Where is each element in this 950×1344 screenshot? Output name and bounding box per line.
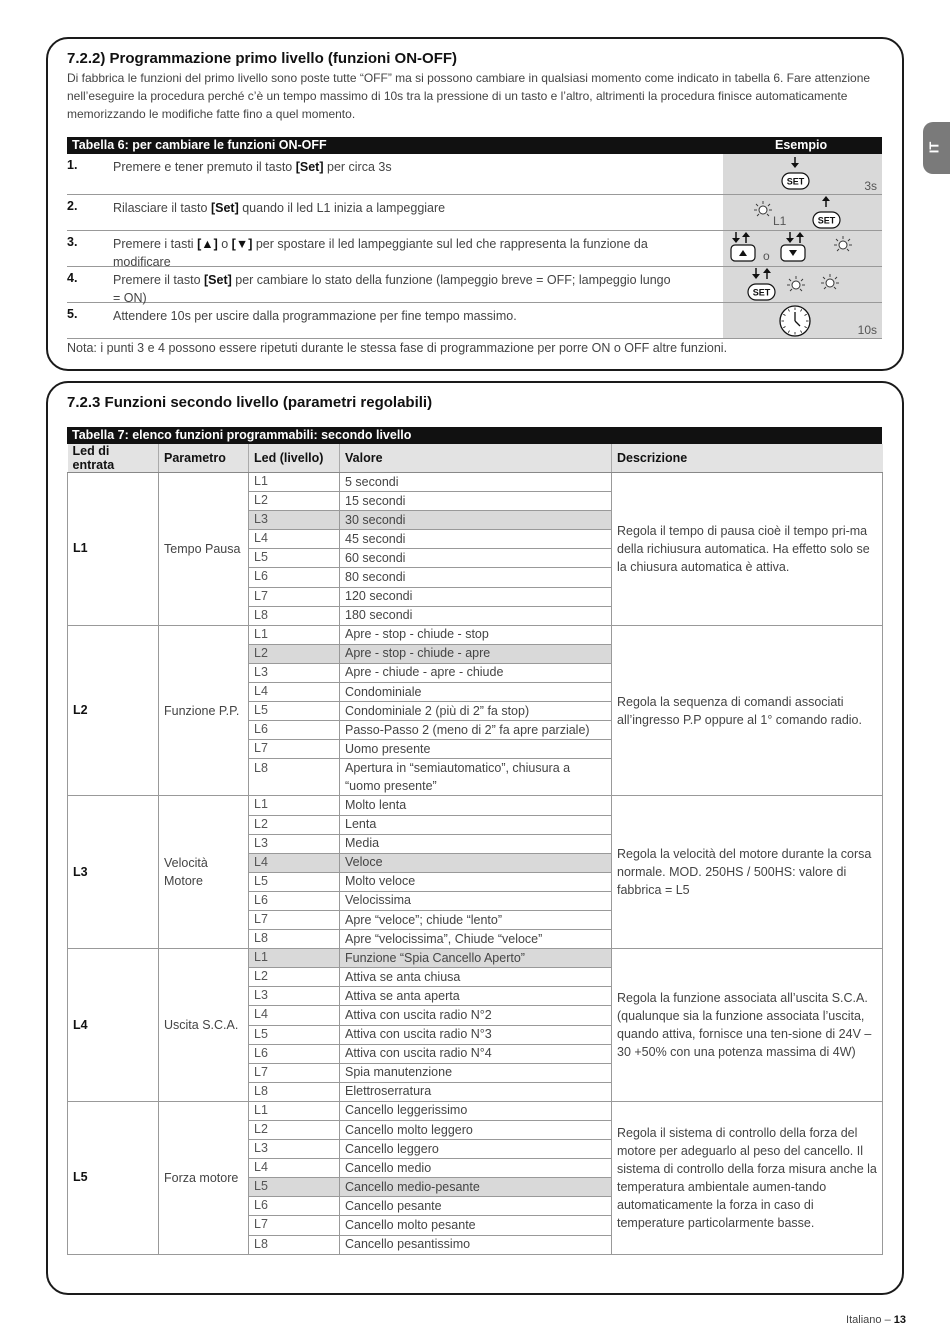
step-text-part: per cambiare lo stato della funzione (lampeggio breve = OFF; lampeggio lungo = ON) xyxy=(113,273,671,305)
release-arrow-icon xyxy=(742,232,750,243)
led-level-cell: L6 xyxy=(249,721,340,740)
parametro-cell: Velocità Motore xyxy=(159,796,249,949)
blinking-led-icon xyxy=(787,276,805,291)
example-step-3 xyxy=(723,231,882,266)
table-6-example-header: Esempio xyxy=(775,138,828,152)
release-arrow-icon xyxy=(822,196,830,207)
svg-text:SET: SET xyxy=(786,176,805,187)
led-entrata-cell: L2 xyxy=(68,625,159,796)
example-step-4 xyxy=(723,267,882,302)
led-level-cell: L3 xyxy=(249,1140,340,1159)
table-6-note: Nota: i punti 3 e 4 possono essere ripetuti durante le stessa fase di programmazione per porre ON o OFF altre funzioni. xyxy=(67,341,728,355)
led-level-cell: L4 xyxy=(249,530,340,549)
valore-cell: Apre - stop - chiude - stop xyxy=(340,625,612,644)
step-text-part: o xyxy=(217,237,232,251)
led-label: L1 xyxy=(773,214,787,228)
example-cell xyxy=(723,303,882,338)
led-level-cell: L4 xyxy=(249,853,340,872)
press-arrow-icon xyxy=(732,232,740,243)
valore-cell: Veloce xyxy=(340,853,612,872)
led-level-cell: L3 xyxy=(249,987,340,1006)
example-cell xyxy=(723,195,882,230)
led-level-cell: L6 xyxy=(249,568,340,587)
valore-cell: 180 secondi xyxy=(340,606,612,625)
valore-cell: Apre - chiude - apre - chiude xyxy=(340,663,612,682)
led-level-cell: L8 xyxy=(249,606,340,625)
step-text xyxy=(113,158,673,176)
led-entrata-cell: L4 xyxy=(68,949,159,1102)
step-key-label: [Set] xyxy=(204,273,232,287)
blinking-led-icon xyxy=(754,201,772,216)
header-led-livello: Led (livello) xyxy=(249,444,340,473)
led-level-cell: L8 xyxy=(249,1235,340,1254)
parametro-cell: Forza motore xyxy=(159,1101,249,1254)
valore-cell: Molto lenta xyxy=(340,796,612,815)
table-7 xyxy=(67,444,883,1255)
valore-cell: Attiva se anta aperta xyxy=(340,987,612,1006)
led-level-cell: L1 xyxy=(249,1101,340,1120)
header-valore: Valore xyxy=(340,444,612,473)
valore-cell: Molto veloce xyxy=(340,872,612,891)
led-level-cell: L3 xyxy=(249,834,340,853)
table-row xyxy=(68,1101,883,1120)
step-text xyxy=(113,199,673,217)
led-entrata-cell: L1 xyxy=(68,473,159,626)
table-6-row xyxy=(67,303,882,339)
valore-cell: 45 secondi xyxy=(340,530,612,549)
led-level-cell: L7 xyxy=(249,1063,340,1082)
led-level-cell: L1 xyxy=(249,796,340,815)
example-cell xyxy=(723,267,882,302)
section-intro: Di fabbrica le funzioni del primo livello sono poste tutte “OFF” ma si possono cambiare in qualsiasi momento come indicato in tabella 6. Fare attenzione nell’eseguire la procedura perché c’è un tempo massimo di 10s tra la pressione di un tasto e l’altro, altrimenti la procedura finisce automaticamente memorizzando le modifiche fatte fino a quel momento. xyxy=(67,71,871,121)
led-level-cell: L6 xyxy=(249,891,340,910)
release-arrow-icon xyxy=(763,268,771,279)
parametro-cell: Funzione P.P. xyxy=(159,625,249,796)
valore-cell: Attiva con uscita radio N°4 xyxy=(340,1044,612,1063)
blinking-led-icon xyxy=(834,236,852,251)
valore-cell: 30 secondi xyxy=(340,511,612,530)
section-title-level-2: 7.2.3 Funzioni secondo livello (parametri regolabili) xyxy=(67,394,433,411)
set-button-icon xyxy=(782,173,809,189)
descrizione-cell: Regola la sequenza di comandi associati all’ingresso P.P oppure al 1° comando radio. xyxy=(612,625,883,796)
valore-cell: 5 secondi xyxy=(340,473,612,492)
table-row xyxy=(68,625,883,644)
valore-cell: Lenta xyxy=(340,815,612,834)
led-level-cell: L7 xyxy=(249,910,340,929)
timer-icon xyxy=(780,306,810,336)
led-level-cell: L5 xyxy=(249,1178,340,1197)
led-level-cell: L1 xyxy=(249,473,340,492)
duration-label: 10s xyxy=(857,323,877,337)
valore-cell: Cancello leggero xyxy=(340,1140,612,1159)
valore-cell: Attiva se anta chiusa xyxy=(340,968,612,987)
table-7-title-text: Tabella 7: elenco funzioni programmabili: secondo livello xyxy=(72,428,412,442)
led-level-cell: L4 xyxy=(249,1006,340,1025)
step-key-label: [Set] xyxy=(295,160,324,174)
led-level-cell: L7 xyxy=(249,587,340,606)
table-6-title-text: Tabella 6: per cambiare le funzioni ON-OFF xyxy=(72,138,327,152)
valore-cell: Apertura in “semiautomatico”, chiusura a “uomo presente” xyxy=(340,759,612,796)
up-button-icon xyxy=(731,245,755,261)
valore-cell: Cancello molto leggero xyxy=(340,1121,612,1140)
valore-cell: 60 secondi xyxy=(340,549,612,568)
led-level-cell: L8 xyxy=(249,1082,340,1101)
led-entrata-cell: L5 xyxy=(68,1101,159,1254)
example-cell xyxy=(723,231,882,266)
led-level-cell: L8 xyxy=(249,930,340,949)
table-6-row xyxy=(67,154,882,195)
led-level-cell: L7 xyxy=(249,1216,340,1235)
valore-cell: 15 secondi xyxy=(340,492,612,511)
set-button-icon xyxy=(813,212,840,228)
step-number: 4. xyxy=(67,271,78,285)
valore-cell: Velocissima xyxy=(340,891,612,910)
step-text-part: per circa 3s xyxy=(323,160,392,174)
parametro-cell: Tempo Pausa xyxy=(159,473,249,626)
header-parametro: Parametro xyxy=(159,444,249,473)
valore-cell: Apre “velocissima”, Chiude “veloce” xyxy=(340,930,612,949)
step-text-part: per spostare il led lampeggiante sul led che rappresenta la funzione da modificare xyxy=(113,237,648,269)
valore-cell: Uomo presente xyxy=(340,740,612,759)
example-step-5 xyxy=(723,303,882,338)
table-6-title xyxy=(67,137,882,154)
step-text xyxy=(113,271,673,307)
valore-cell: Cancello pesante xyxy=(340,1197,612,1216)
section-title-level-1: 7.2.2) Programmazione primo livello (funzioni ON-OFF) xyxy=(67,50,458,67)
descrizione-cell: Regola il sistema di controllo della forza del motore per adeguarlo al peso del cancello. Il sistema di controllo della forza misura anche la temperatura ambientale aumen-tando automaticamente la forza in caso di temperature particolarmente basse. xyxy=(612,1101,883,1254)
or-label: o xyxy=(763,249,770,263)
led-level-cell: L5 xyxy=(249,872,340,891)
led-level-cell: L7 xyxy=(249,740,340,759)
language-tab-label: IT xyxy=(926,141,942,154)
table-6-row xyxy=(67,267,882,303)
led-level-cell: L5 xyxy=(249,549,340,568)
valore-cell: Apre - stop - chiude - apre xyxy=(340,644,612,663)
led-level-cell: L2 xyxy=(249,815,340,834)
step-number: 1. xyxy=(67,158,78,172)
led-level-cell: L4 xyxy=(249,1159,340,1178)
valore-cell: Elettroserratura xyxy=(340,1082,612,1101)
led-level-cell: L3 xyxy=(249,663,340,682)
valore-cell: Cancello medio-pesante xyxy=(340,1178,612,1197)
step-number: 5. xyxy=(67,307,78,321)
release-arrow-icon xyxy=(796,232,804,243)
led-level-cell: L1 xyxy=(249,625,340,644)
led-level-cell: L4 xyxy=(249,683,340,702)
led-level-cell: L2 xyxy=(249,644,340,663)
svg-text:SET: SET xyxy=(817,215,836,226)
valore-cell: Spia manutenzione xyxy=(340,1063,612,1082)
descrizione-cell: Regola la velocità del motore durante la corsa normale. MOD. 250HS / 500HS: valore di fabbrica = L5 xyxy=(612,796,883,949)
step-number: 2. xyxy=(67,199,78,213)
led-level-cell: L2 xyxy=(249,492,340,511)
step-key-label: [Set] xyxy=(210,201,239,215)
table-row xyxy=(68,796,883,815)
led-entrata-cell: L3 xyxy=(68,796,159,949)
step-text-part: quando il led L1 inizia a lampeggiare xyxy=(238,201,446,215)
step-key-label: [▼] xyxy=(231,237,253,251)
descrizione-cell: Regola la funzione associata all’uscita S.C.A. (qualunque sia la funzione associata l’uscita, quando attiva, fornisce una ten-sione di 24V –30 +50% con una potenza massima di 4W) xyxy=(612,949,883,1102)
down-button-icon xyxy=(781,245,805,261)
example-step-1 xyxy=(723,154,882,194)
valore-cell: Cancello leggerissimo xyxy=(340,1101,612,1120)
table-6-row xyxy=(67,231,882,267)
language-tab xyxy=(923,122,950,174)
valore-cell: Attiva con uscita radio N°2 xyxy=(340,1006,612,1025)
valore-cell: Cancello pesantissimo xyxy=(340,1235,612,1254)
valore-cell: Cancello medio xyxy=(340,1159,612,1178)
press-arrow-icon xyxy=(752,268,760,279)
header-led-entrata: Led di entrata xyxy=(68,444,159,473)
step-number: 3. xyxy=(67,235,78,249)
svg-text:SET: SET xyxy=(752,287,771,298)
step-text-part: Premere e tener premuto il tasto xyxy=(113,160,296,174)
valore-cell: Condominiale 2 (più di 2” fa stop) xyxy=(340,702,612,721)
table-7-title xyxy=(67,427,882,444)
table-row xyxy=(68,949,883,968)
led-level-cell: L6 xyxy=(249,1197,340,1216)
page-number: 13 xyxy=(893,1314,906,1326)
step-text-part: Rilasciare il tasto xyxy=(113,201,211,215)
page-footer xyxy=(846,1314,906,1326)
led-level-cell: L6 xyxy=(249,1044,340,1063)
blinking-led-icon xyxy=(821,274,839,289)
press-arrow-icon xyxy=(791,157,799,168)
led-level-cell: L3 xyxy=(249,511,340,530)
valore-cell: 80 secondi xyxy=(340,568,612,587)
valore-cell: 120 secondi xyxy=(340,587,612,606)
parametro-cell: Uscita S.C.A. xyxy=(159,949,249,1102)
valore-cell: Attiva con uscita radio N°3 xyxy=(340,1025,612,1044)
descrizione-cell: Regola il tempo di pausa cioè il tempo pri-ma della richiusura automatica. Ha effetto solo se la chiusura automatica è attiva. xyxy=(612,473,883,626)
set-button-icon xyxy=(748,284,775,300)
step-text xyxy=(113,235,673,271)
valore-cell: Apre “veloce”; chiude “lento” xyxy=(340,910,612,929)
step-key-label: [▲] xyxy=(197,237,218,251)
example-cell xyxy=(723,154,882,194)
valore-cell: Cancello molto pesante xyxy=(340,1216,612,1235)
footer-language: Italiano – xyxy=(846,1314,894,1326)
led-level-cell: L8 xyxy=(249,759,340,796)
press-arrow-icon xyxy=(786,232,794,243)
led-level-cell: L2 xyxy=(249,1121,340,1140)
led-level-cell: L1 xyxy=(249,949,340,968)
step-text xyxy=(113,307,673,325)
step-text-part: Attendere 10s per uscire dalla programmazione per fine tempo massimo. xyxy=(113,309,517,323)
valore-cell: Media xyxy=(340,834,612,853)
table-7-header-row xyxy=(68,444,883,473)
led-level-cell: L5 xyxy=(249,702,340,721)
example-step-2 xyxy=(723,195,882,230)
valore-cell: Condominiale xyxy=(340,683,612,702)
led-level-cell: L5 xyxy=(249,1025,340,1044)
valore-cell: Passo-Passo 2 (meno di 2” fa apre parziale) xyxy=(340,721,612,740)
valore-cell: Funzione “Spia Cancello Aperto” xyxy=(340,949,612,968)
header-descrizione: Descrizione xyxy=(612,444,883,473)
table-row xyxy=(68,473,883,492)
table-6-row xyxy=(67,195,882,231)
step-text-part: Premere il tasto xyxy=(113,273,205,287)
step-text-part: Premere i tasti xyxy=(113,237,198,251)
duration-label: 3s xyxy=(864,179,877,193)
led-level-cell: L2 xyxy=(249,968,340,987)
